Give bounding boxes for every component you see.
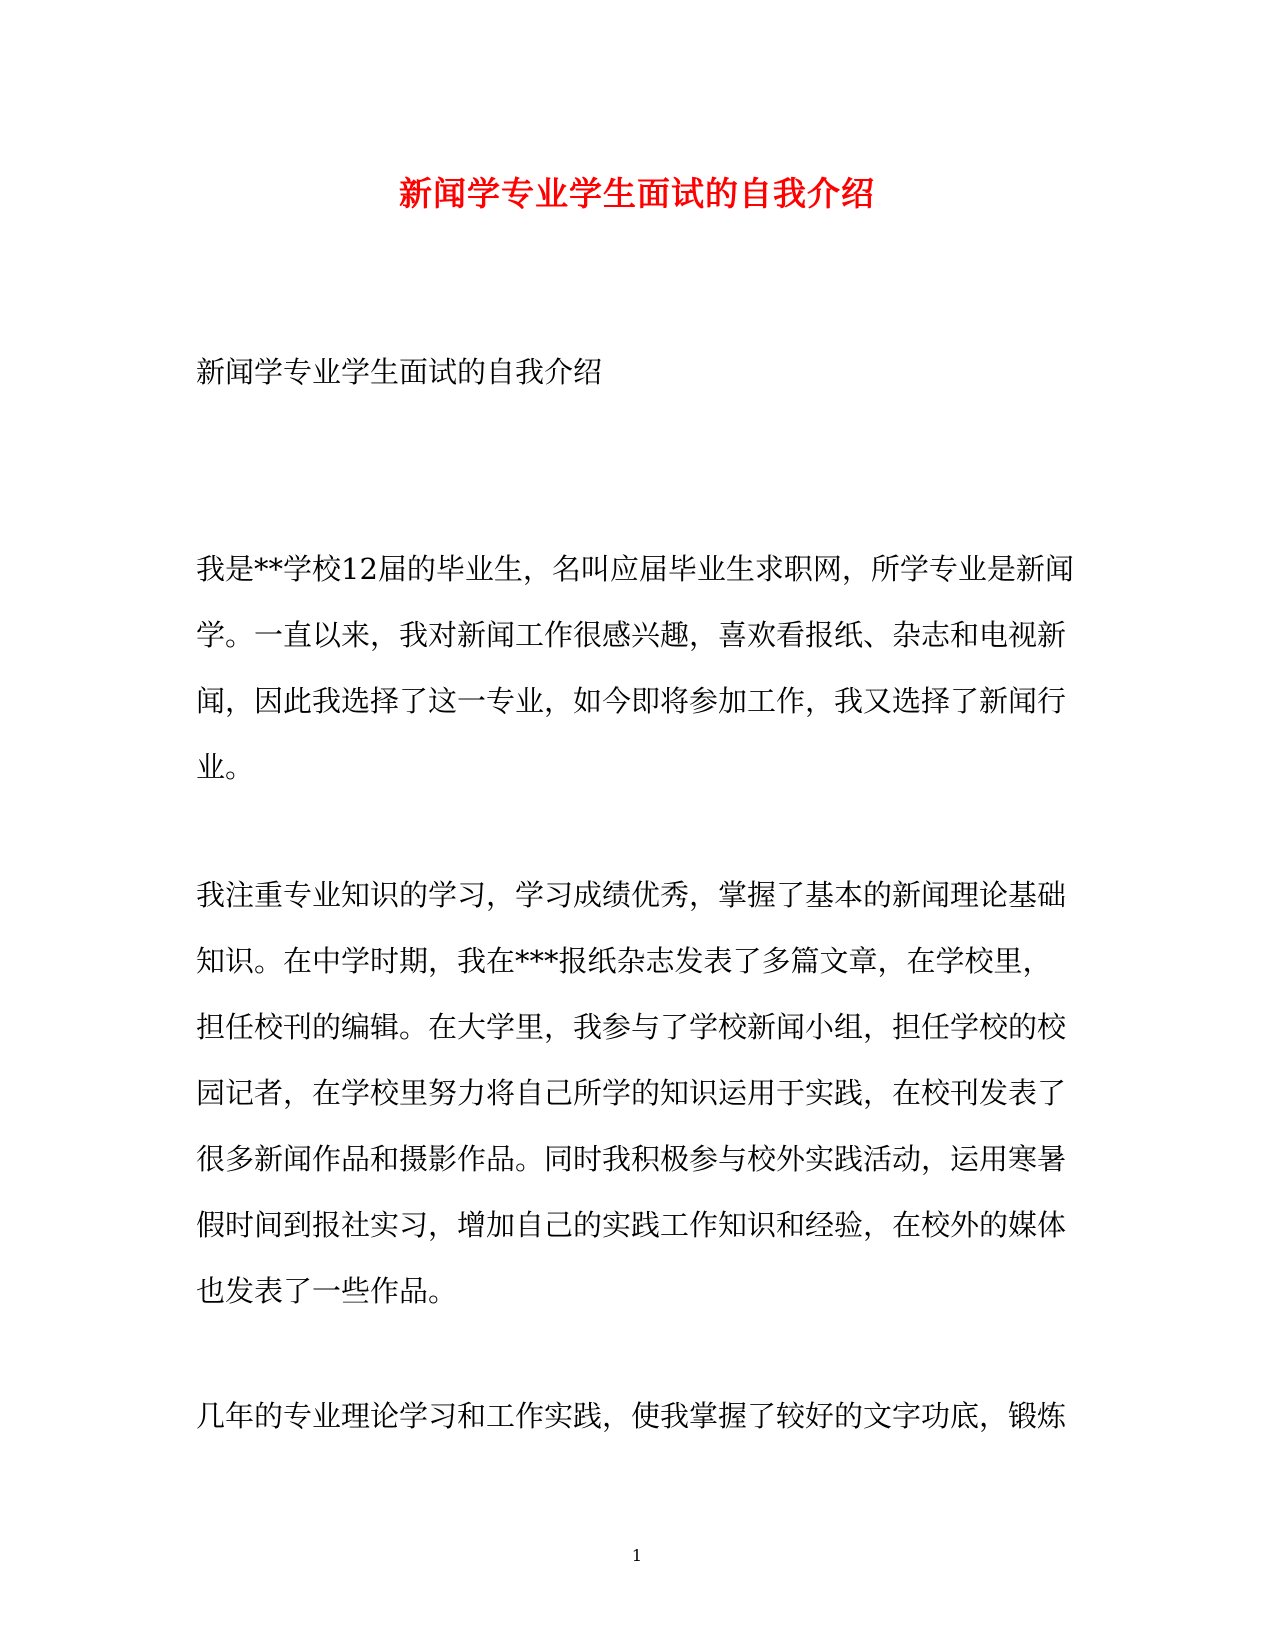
paragraph-3 [196,1383,1076,1449]
paragraph-line: 几年的专业理论学习和工作实践，使我掌握了较好的文字功底，锻炼 [196,1399,1067,1433]
document-subtitle: 新闻学专业学生面试的自我介绍 [196,355,603,389]
paragraph-line: 园记者，在学校里努力将自己所学的知识运用于实践，在校刊发表了 [196,1076,1067,1110]
paragraph-line: 业。 [196,750,255,784]
paragraph-line: 也发表了一些作品。 [196,1274,458,1308]
paragraph-2 [196,862,1076,1324]
paragraph-line: 闻，因此我选择了这一专业，如今即将参加工作，我又选择了新闻行 [196,684,1067,718]
paragraph-line: 知识。在中学时期，我在***报纸杂志发表了多篇文章，在学校里， [196,944,1052,978]
paragraph-1 [196,536,1076,800]
paragraph-line: 我注重专业知识的学习，学习成绩优秀，掌握了基本的新闻理论基础 [196,878,1067,912]
paragraph-line: 学。一直以来，我对新闻工作很感兴趣，喜欢看报纸、杂志和电视新 [196,618,1067,652]
paragraph-line: 我是**学校12届的毕业生，名叫应届毕业生求职网，所学专业是新闻 [196,552,1074,586]
paragraph-line: 假时间到报社实习，增加自己的实践工作知识和经验，在校外的媒体 [196,1208,1067,1242]
paragraph-line: 很多新闻作品和摄影作品。同时我积极参与校外实践活动，运用寒暑 [196,1142,1067,1176]
document-title: 新闻学专业学生面试的自我介绍 [399,174,875,213]
paragraph-line: 担任校刊的编辑。在大学里，我参与了学校新闻小组，担任学校的校 [196,1010,1067,1044]
page-number: 1 [631,1546,643,1565]
